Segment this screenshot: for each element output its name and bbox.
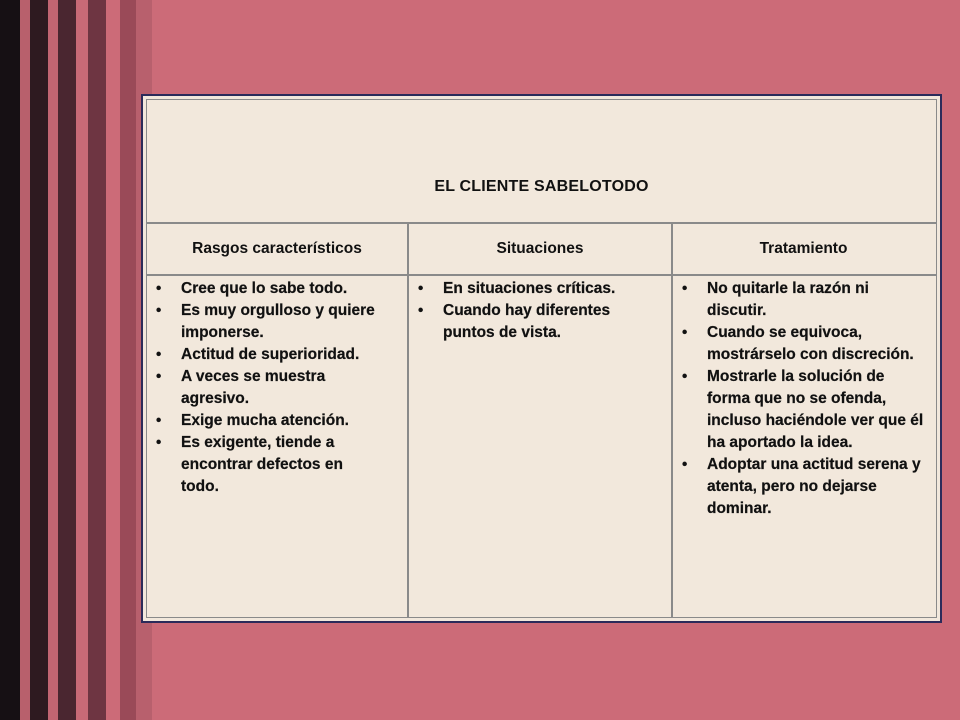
- column-divider: [407, 222, 409, 617]
- list-item: • Adoptar una actitud serena y atenta, pero no dejarse dominar.: [677, 454, 927, 520]
- header-rasgos: Rasgos característicos: [192, 240, 362, 257]
- stripe: [20, 0, 30, 720]
- stripe: [88, 0, 106, 720]
- list-item: • Cree que lo sabe todo.: [151, 278, 383, 300]
- table-title: EL CLIENTE SABELOTODO: [434, 178, 649, 195]
- stripe: [106, 0, 120, 720]
- rasgos-list: [151, 278, 383, 498]
- list-item: • No quitarle la razón ni discutir.: [677, 278, 927, 322]
- column-divider: [671, 222, 673, 617]
- stripe: [58, 0, 76, 720]
- list-item: • Cuando se equivoca, mostrárselo con discreción.: [677, 322, 927, 366]
- list-item: • Exige mucha atención.: [151, 410, 383, 432]
- stripe: [30, 0, 48, 720]
- header-divider: [147, 274, 936, 276]
- list-item: • En situaciones críticas.: [413, 278, 653, 300]
- list-item: • Es exigente, tiende a encontrar defectos en todo.: [151, 432, 383, 498]
- header-situaciones: Situaciones: [496, 240, 584, 257]
- stripe: [76, 0, 88, 720]
- decorative-stripes: [0, 0, 160, 720]
- title-row: [147, 100, 936, 224]
- tratamiento-list: [677, 278, 927, 520]
- list-item: • Cuando hay diferentes puntos de vista.: [413, 300, 653, 344]
- stripe: [48, 0, 58, 720]
- stripe: [0, 0, 20, 720]
- list-item: • A veces se muestra agresivo.: [151, 366, 383, 410]
- list-item: • Es muy orgulloso y quiere imponerse.: [151, 300, 383, 344]
- situaciones-list: [413, 278, 653, 344]
- info-table: [141, 94, 942, 623]
- list-item: • Actitud de superioridad.: [151, 344, 383, 366]
- header-tratamiento: Tratamiento: [759, 240, 848, 257]
- table-inner: [146, 99, 937, 618]
- stripe: [120, 0, 136, 720]
- list-item: • Mostrarle la solución de forma que no se ofenda, incluso haciéndole ver que él ha aportado la idea.: [677, 366, 927, 454]
